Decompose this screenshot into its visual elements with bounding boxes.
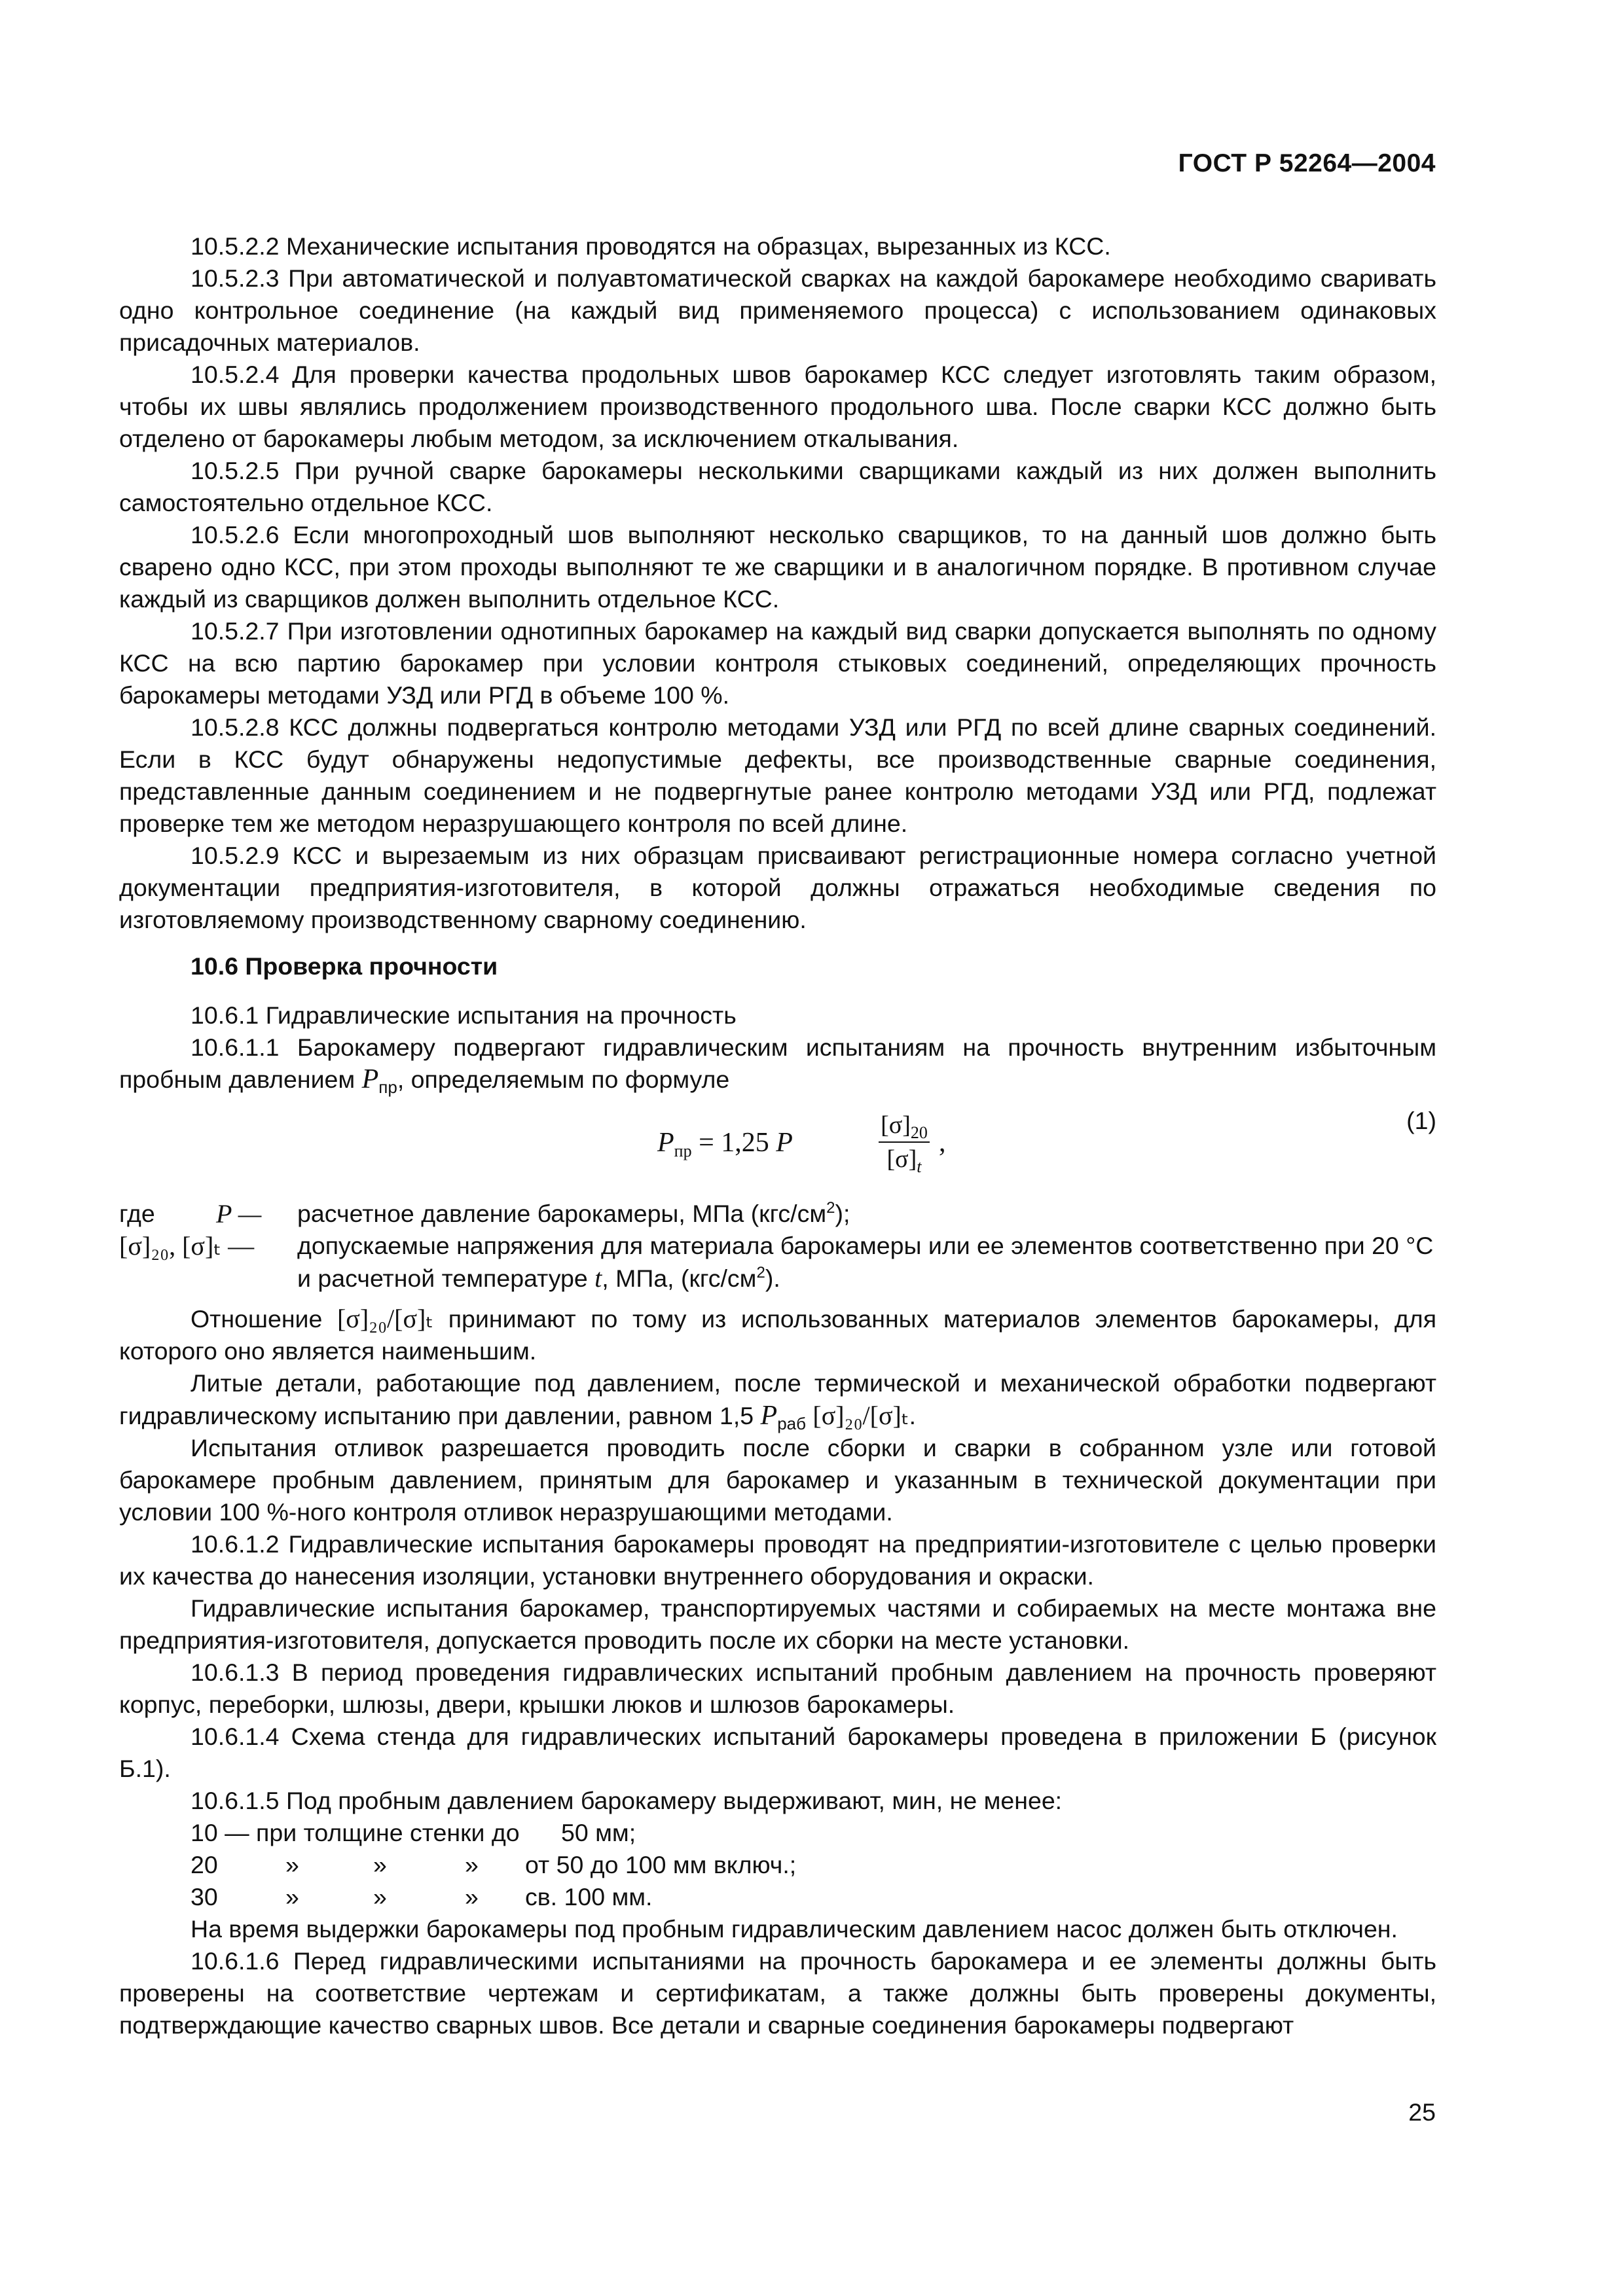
list-cell: 20 xyxy=(191,1851,218,1878)
list-cell: » xyxy=(285,1883,299,1910)
paragraph: 10.5.2.7 При изготовлении однотипных барокамер на каждый вид сварки допускается выполнять по одному КСС на всю партию барокамер при условии контроля стыковых соединений, определяющих прочность барокамеры методами УЗД или РГД в объеме 100 %. xyxy=(119,617,1436,709)
formula-subscript: пр xyxy=(674,1141,692,1160)
list-cell: 10 — при толщине стенки до xyxy=(191,1819,520,1846)
formula-fraction xyxy=(879,1110,930,1174)
paragraph: 10.6.1.4 Схема стенда для гидравлических испытаний барокамеры проведена в приложении Б (рисунок Б.1). xyxy=(119,1723,1436,1782)
symbol-subscript: раб xyxy=(777,1414,806,1433)
numerator-subscript: 20 xyxy=(910,1123,928,1142)
list-cell: св. 100 мм. xyxy=(525,1883,653,1910)
formula-1 xyxy=(119,1105,1436,1182)
ratio-symbol: [σ]₂₀/[σ]ₜ xyxy=(337,1304,434,1333)
symbol-t: t xyxy=(594,1263,602,1293)
description-text: расчетное давление барокамеры, МПа (кгс/см xyxy=(297,1200,827,1227)
list-item xyxy=(119,1849,1436,1881)
formula-symbol: P xyxy=(776,1128,793,1158)
where-label: где xyxy=(119,1200,155,1227)
list-cell: 30 xyxy=(191,1883,218,1910)
where-line-1 xyxy=(119,1198,1436,1230)
formula-symbol: P xyxy=(657,1128,674,1158)
paragraph-text: Литые детали, работающие под давлением, после термической и механической обработки подвергают гидравлическому испытанию при давлении, равном 1,5 xyxy=(119,1369,1436,1429)
list-item xyxy=(119,1817,1436,1849)
list-cell: » xyxy=(465,1851,479,1878)
list-cell: » xyxy=(373,1883,387,1910)
paragraph: 10.5.2.5 При ручной сварке барокамеры несколькими сварщиками каждый из них должен выполнить самостоятельно отдельное КСС. xyxy=(119,457,1436,516)
where-description xyxy=(297,1230,1436,1295)
denominator-text: [σ] xyxy=(886,1145,917,1173)
symbol-subscript: пр xyxy=(378,1077,397,1097)
fraction-denominator xyxy=(879,1144,930,1174)
where-symbol: [σ]₂₀, [σ]ₜ — xyxy=(119,1231,255,1261)
paragraph xyxy=(119,1302,1436,1367)
paragraph: Литые детали, работающие под давлением, после термической и механической обработки подвергают гидравлическому испытанию при давлении, равном 1,5 $P_{раб}$ [σ]₂₀/[σ]ₜ. xyxy=(119,1369,1436,1433)
paragraph-text: принимают по тому из использованных материалов элементов барокамеры, для которого оно является наименьшим. xyxy=(119,1305,1436,1365)
where-line-2 xyxy=(119,1230,1436,1295)
paragraph-text: , определяемым по формуле xyxy=(397,1066,730,1093)
numerator-text: [σ] xyxy=(881,1111,911,1139)
paragraph: 10.5.2.9 КСС и вырезаемым из них образцам присваивают регистрационные номера согласно учетной документации предприятия-изготовителя, в которой должны отражаться необходимые сведения по изготовляемому производственному сварному соединению. xyxy=(119,842,1436,933)
equation-number: (1) xyxy=(1406,1107,1436,1134)
description-text: , МПа, (кгс/см xyxy=(602,1265,757,1292)
paragraph-text: 10.6.1.1 Барокамеру подвергают гидравлическим испытаниям на прочность внутренним избыточным пробным давлением xyxy=(119,1033,1436,1093)
list-item xyxy=(119,1881,1436,1913)
list-cell: » xyxy=(373,1851,387,1878)
section-heading: 10.6 Проверка прочности xyxy=(191,952,498,980)
where-description xyxy=(297,1198,850,1230)
fraction-numerator xyxy=(879,1110,930,1140)
paragraph: 10.5.2.4 Для проверки качества продольных швов барокамер КСС следует изготовлять таким образом, чтобы их швы являлись продолжением производственного продольного шва. После сварки КСС должно быть отделено от барокамеры любым методом, за исключением откалывания. xyxy=(119,361,1436,452)
superscript: 2 xyxy=(756,1264,765,1282)
paragraph: 10.6.1 Гидравлические испытания на прочность xyxy=(191,1001,737,1029)
list-cell: от 50 до 100 мм включ.; xyxy=(525,1851,797,1878)
formula-operator: = 1,25 xyxy=(691,1128,776,1158)
document-header: ГОСТ Р 52264—2004 xyxy=(1178,149,1436,177)
paragraph: 10.6.1.3 В период проведения гидравлических испытаний пробным давлением на прочность проверяют корпус, переборки, шлюзы, двери, крышки люков и шлюзов барокамеры. xyxy=(119,1659,1436,1718)
description-text: ); xyxy=(835,1200,850,1227)
list-cell: 50 мм; xyxy=(561,1819,636,1846)
paragraph: На время выдержки барокамеры под пробным гидравлическим давлением насос должен быть отключен. xyxy=(191,1915,1398,1943)
paragraph: Испытания отливок разрешается проводить после сборки и сварки в собранном узле или готовой барокамере пробным давлением, принятым для барокамер и указанным в технической документации при условии 100 %-ного контроля отливок неразрушающими методами. xyxy=(119,1434,1436,1526)
paragraph: 10.6.1.5 Под пробным давлением барокамеру выдерживают, мин, не менее: xyxy=(191,1787,1063,1814)
where-symbol: P — xyxy=(216,1199,262,1229)
formula-comma: , xyxy=(939,1128,946,1158)
paragraph xyxy=(119,1031,1436,1096)
paragraph: 10.5.2.2 Механические испытания проводятся на образцах, вырезанных из КСС. xyxy=(191,232,1111,260)
symbol-p: P xyxy=(361,1064,379,1094)
document-body xyxy=(119,230,1436,2041)
description-text: ). xyxy=(765,1265,780,1292)
list-cell: » xyxy=(465,1883,479,1910)
description-text: допускаемые напряжения для материала барокамеры или ее элементов соответственно при 20 °С и расчетной температуре xyxy=(297,1232,1434,1292)
denominator-subscript: t xyxy=(917,1157,922,1176)
paragraph: 10.5.2.3 При автоматической и полуавтоматической сварках на каждой барокамере необходимо сваривать одно контрольное соединение (на каждый вид применяемого процесса) с использованием одинаковых присадочных материалов. xyxy=(119,264,1436,356)
paragraph-text: Отношение xyxy=(191,1305,337,1333)
paragraph: 10.5.2.8 КСС должны подвергаться контролю методами УЗД или РГД по всей длине сварных соединений. Если в КСС будут обнаружены недопустимые дефекты, все производственные сварные соединения, представленные данным соединением и не подвергнутые ранее контролю методами УЗД или РГД, подлежат проверке тем же методом неразрушающего контроля по всей длине. xyxy=(119,713,1436,837)
ratio-symbol: [σ]₂₀/[σ]ₜ xyxy=(812,1401,909,1430)
paragraph: 10.6.1.2 Гидравлические испытания барокамеры проводят на предприятии-изготовителе с целью проверки их качества до нанесения изоляции, установки внутреннего оборудования и окраски. xyxy=(119,1530,1436,1590)
symbol-p: P xyxy=(760,1401,778,1431)
list-cell: » xyxy=(285,1851,299,1878)
formula-lhs xyxy=(657,1127,793,1159)
superscript: 2 xyxy=(826,1199,835,1217)
page-number: 25 xyxy=(1408,2098,1436,2126)
paragraph: Гидравлические испытания барокамер, транспортируемых частями и собираемых на месте монтажа вне предприятия-изготовителя, допускается проводить после их сборки на месте установки. xyxy=(119,1594,1436,1654)
paragraph: 10.5.2.6 Если многопроходный шов выполняют несколько сварщиков, то на данный шов должно быть сварено одно КСС, при этом проходы выполняют те же сварщики и в аналогичном порядке. В противном случае каждый из сварщиков должен выполнить отдельное КСС. xyxy=(119,521,1436,613)
paragraph: 10.6.1.6 Перед гидравлическими испытаниями на прочность барокамера и ее элементы должны быть проверены на соответствие чертежам и сертификатам, а также должны быть проверены документы, подтверждающие качество сварных швов. Все детали и сварные соединения барокамеры подвергают xyxy=(119,1947,1436,2039)
